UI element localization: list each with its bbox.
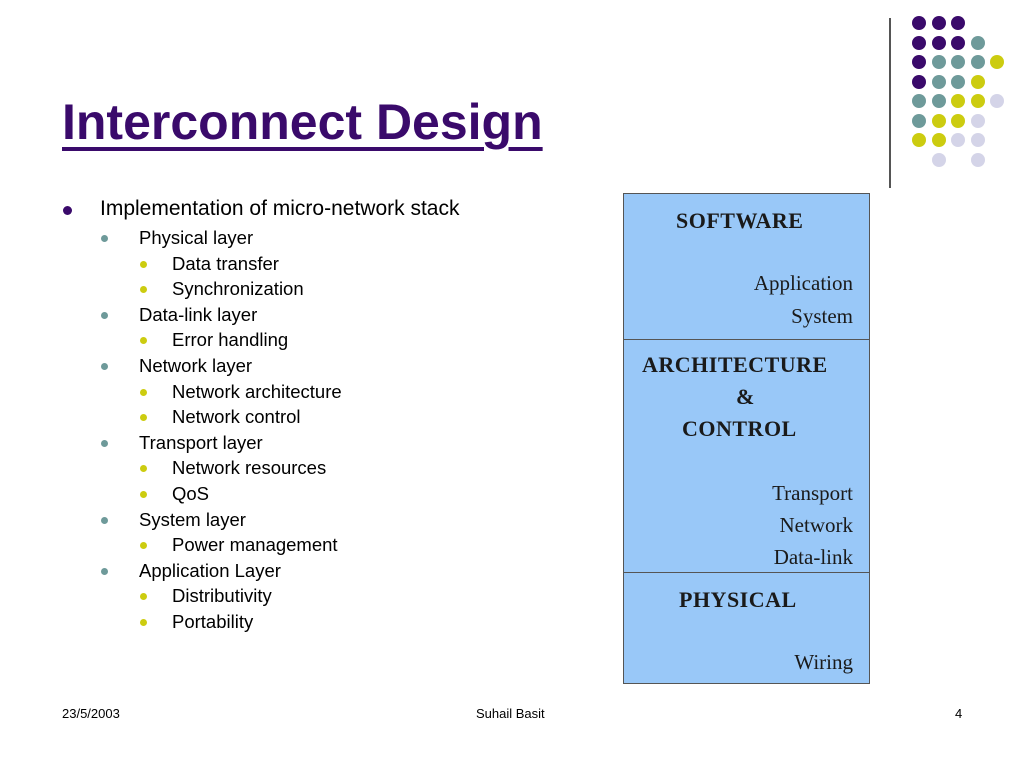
footer-page-number: 4 <box>955 706 963 721</box>
sub-bullet-item <box>60 507 480 533</box>
bullet-dot-icon <box>140 542 147 549</box>
bullet-dot-icon <box>63 206 72 215</box>
decorative-dot <box>971 114 985 128</box>
decorative-dot <box>951 36 965 50</box>
bullet-item-text: Implementation of micro-network stack <box>100 197 460 220</box>
sub-sub-bullet-item <box>60 532 480 558</box>
decorative-divider <box>889 18 891 188</box>
bullet-dot-icon <box>140 593 147 600</box>
sub-sub-bullet-item <box>60 327 480 353</box>
sub-bullet-item <box>60 302 480 328</box>
decorative-dot <box>951 133 965 147</box>
decorative-dot <box>932 94 946 108</box>
architecture-section <box>624 339 869 572</box>
bullet-dot-icon <box>101 363 108 370</box>
architecture-item: Transport <box>772 481 853 505</box>
sub-sub-bullet-item <box>60 455 480 481</box>
decorative-dot <box>932 114 946 128</box>
sub-sub-bullet-item-text: Network resources <box>172 457 327 479</box>
sub-sub-bullet-item-text: Data transfer <box>172 252 279 274</box>
sub-bullet-item <box>60 430 480 456</box>
sub-sub-bullet-item-text: Error handling <box>172 329 289 351</box>
physical-section <box>624 572 869 683</box>
bullet-item <box>60 198 480 219</box>
architecture-item: Data-link <box>773 545 853 569</box>
sub-bullet-item <box>60 353 480 379</box>
bullet-dot-icon <box>101 517 108 524</box>
bullet-dot-icon <box>101 235 108 242</box>
bullet-dot-icon <box>140 465 147 472</box>
sub-sub-bullet-item-text: Network architecture <box>172 380 342 402</box>
bullet-dot-icon <box>140 337 147 344</box>
footer-date: 23/5/2003 <box>62 706 120 721</box>
decorative-dot <box>971 94 985 108</box>
protocol-stack-diagram <box>623 193 870 684</box>
architecture-heading: CONTROL <box>682 416 797 441</box>
physical-item: Wiring <box>794 650 853 674</box>
sub-bullet-item <box>60 225 480 251</box>
sub-bullet-item-text: Physical layer <box>139 227 254 248</box>
sub-bullet-item-text: Transport layer <box>139 431 263 453</box>
sub-sub-bullet-item-text: Power management <box>172 534 338 556</box>
decorative-dot <box>951 16 965 30</box>
decorative-dot <box>990 94 1004 108</box>
sub-sub-bullet-item-text: Portability <box>172 610 254 632</box>
decorative-dot <box>912 133 926 147</box>
software-item: System <box>791 304 853 328</box>
bullet-dot-icon <box>101 568 108 575</box>
decorative-dot <box>912 114 926 128</box>
sub-sub-bullet-item-text: Network control <box>172 406 301 428</box>
decorative-dot <box>971 75 985 89</box>
bullet-dot-icon <box>140 389 147 396</box>
bullet-dot-icon <box>140 414 147 421</box>
decorative-dot <box>971 133 985 147</box>
decorative-dot <box>932 16 946 30</box>
decorative-dot <box>951 114 965 128</box>
decorative-dot <box>951 75 965 89</box>
decorative-dot <box>932 36 946 50</box>
decorative-dot <box>971 153 985 167</box>
footer-author: Suhail Basit <box>476 706 545 721</box>
bullet-dot-icon <box>140 619 147 626</box>
sub-bullet-item-text: Application Layer <box>139 559 281 581</box>
sub-sub-bullet-item <box>60 276 480 302</box>
decorative-dot <box>932 55 946 69</box>
decorative-dot <box>912 55 926 69</box>
decorative-dot <box>951 55 965 69</box>
software-item: Application <box>753 271 853 295</box>
decorative-dot <box>912 94 926 108</box>
bullet-dot-icon <box>140 491 147 498</box>
decorative-dot <box>932 153 946 167</box>
decorative-dot <box>971 36 985 50</box>
decorative-dot <box>990 55 1004 69</box>
sub-bullet-item-text: Network layer <box>139 354 253 376</box>
architecture-item: Network <box>779 513 853 537</box>
bullet-dot-icon <box>140 286 147 293</box>
sub-sub-bullet-item-text: Synchronization <box>172 278 304 300</box>
bullet-dot-icon <box>101 440 108 447</box>
decorative-dot <box>912 16 926 30</box>
software-section <box>624 194 869 339</box>
sub-bullet-item-text: Data-link layer <box>139 303 258 325</box>
software-heading: SOFTWARE <box>676 208 804 233</box>
decorative-dot <box>932 75 946 89</box>
sub-sub-bullet-item <box>60 251 480 277</box>
sub-bullet-item-text: System layer <box>139 508 246 530</box>
architecture-heading: ARCHITECTURE <box>642 352 828 377</box>
sub-sub-bullet-item <box>60 583 480 609</box>
bullet-list <box>60 196 480 635</box>
sub-sub-bullet-item <box>60 609 480 635</box>
bullet-dot-icon <box>101 312 108 319</box>
decorative-dot <box>932 133 946 147</box>
sub-sub-bullet-item <box>60 404 480 430</box>
architecture-heading: & <box>736 384 755 409</box>
decorative-dot <box>912 36 926 50</box>
physical-heading: PHYSICAL <box>679 587 797 612</box>
sub-sub-bullet-item-text: QoS <box>172 482 210 504</box>
sub-sub-bullet-item-text: Distributivity <box>172 585 272 607</box>
bullet-dot-icon <box>140 261 147 268</box>
decorative-dot <box>951 94 965 108</box>
sub-bullet-item <box>60 558 480 584</box>
sub-sub-bullet-item <box>60 379 480 405</box>
slide-title: Interconnect Design <box>62 94 543 150</box>
decorative-dot <box>971 55 985 69</box>
decorative-dot <box>912 75 926 89</box>
sub-sub-bullet-item <box>60 481 480 507</box>
